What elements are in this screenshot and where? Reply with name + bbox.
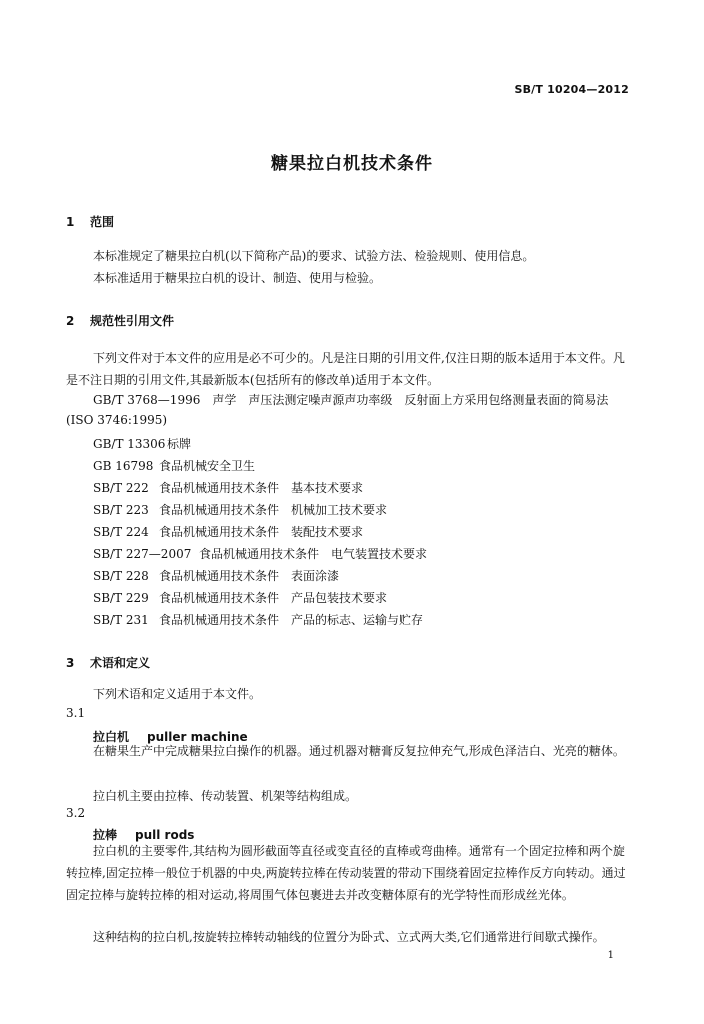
term-note: 拉白机主要由拉棒、传动装置、机架等结构组成。 xyxy=(93,789,358,803)
ref-code: GB 16798 xyxy=(93,459,154,473)
ref-code: (ISO 3746:1995) xyxy=(66,413,168,427)
clause-number: 3.2 xyxy=(66,806,86,820)
ref-title: 声学 声压法测定噪声源声功率级 反射面上方采用包络测量表面的简易法 xyxy=(212,393,609,407)
ref-item xyxy=(93,391,608,408)
ref-item xyxy=(93,545,427,562)
ref-title: 食品机械通用技术条件 产品的标志、运输与贮存 xyxy=(159,613,424,627)
ref-code: GB/T 3768—1996 xyxy=(93,393,201,407)
ref-item xyxy=(93,589,387,606)
ref-code: SB/T 229 xyxy=(93,591,149,605)
standard-number: SB/T 10204—2012 xyxy=(514,83,629,96)
term-note: 这种结构的拉白机,按旋转拉棒转动轴线的位置分为卧式、立式两大类,它们通常进行间歇式操作。 xyxy=(93,930,605,944)
section-number: 2 xyxy=(66,314,75,328)
ref-title: 食品机械通用技术条件 电气装置技术要求 xyxy=(199,547,428,561)
ref-code: GB/T 13306 xyxy=(93,437,166,451)
ref-code: SB/T 231 xyxy=(93,613,149,627)
clause-number: 3.1 xyxy=(66,706,86,720)
section-2-heading xyxy=(66,312,174,329)
terms-intro-paragraph: 下列术语和定义适用于本文件。 xyxy=(93,687,262,701)
term-en: pull rods xyxy=(135,828,195,842)
refs-intro-paragraph: 下列文件对于本文件的应用是必不可少的。凡是注日期的引用文件,仅注日期的版本适用于本文件。凡是不注日期的引用文件,其最新版本(包括所有的修改单)适用于本文件。 xyxy=(66,351,625,387)
document-title: 糖果拉白机技术条件 xyxy=(271,154,433,174)
ref-title: 食品机械通用技术条件 装配技术要求 xyxy=(159,525,364,539)
ref-title: 食品机械通用技术条件 产品包装技术要求 xyxy=(159,591,388,605)
ref-title: 食品机械通用技术条件 基本技术要求 xyxy=(159,481,364,495)
section-1-heading xyxy=(66,213,114,230)
ref-item xyxy=(93,567,339,584)
term-en: puller machine xyxy=(147,730,248,744)
section-title: 术语和定义 xyxy=(90,656,151,670)
term-zh: 拉白机 xyxy=(93,730,130,744)
section-3-heading xyxy=(66,654,150,671)
section-number: 1 xyxy=(66,215,75,229)
page-number: 1 xyxy=(607,950,614,961)
ref-code: SB/T 222 xyxy=(93,481,149,495)
ref-code: SB/T 228 xyxy=(93,569,149,583)
ref-item xyxy=(93,501,387,518)
ref-item xyxy=(66,413,167,427)
section-number: 3 xyxy=(66,656,75,670)
scope-paragraph-2: 本标准适用于糖果拉白机的设计、制造、使用与检验。 xyxy=(93,271,382,285)
ref-item xyxy=(93,523,363,540)
ref-item xyxy=(93,457,255,474)
ref-title: 食品机械通用技术条件 机械加工技术要求 xyxy=(159,503,388,517)
ref-item xyxy=(93,435,191,452)
ref-item xyxy=(93,479,363,496)
section-title: 规范性引用文件 xyxy=(90,314,175,328)
ref-title: 标牌 xyxy=(167,437,192,451)
section-title: 范围 xyxy=(90,215,115,229)
ref-item xyxy=(93,611,423,628)
ref-title: 食品机械安全卫生 xyxy=(159,459,256,473)
ref-code: SB/T 224 xyxy=(93,525,149,539)
ref-title: 食品机械通用技术条件 表面涂漆 xyxy=(159,569,340,583)
term-definition: 拉白机的主要零件,其结构为圆形截面等直径或变直径的直棒或弯曲棒。通常有一个固定拉棒和两个旋转拉棒,固定拉棒一般位于机器的中央,两旋转拉棒在传动装置的带动下围绕着固定拉棒作反方向转动。通过固定拉棒与旋转拉棒的相对运动,将周围气体包裹进去并改变糖体原有的光学特性而形成丝光体。 xyxy=(66,844,626,902)
ref-code: SB/T 223 xyxy=(93,503,149,517)
scope-paragraph-1: 本标准规定了糖果拉白机(以下简称产品)的要求、试验方法、检验规则、使用信息。 xyxy=(93,249,535,263)
ref-code: SB/T 227—2007 xyxy=(93,547,192,561)
term-definition: 在糖果生产中完成糖果拉白操作的机器。通过机器对糖膏反复拉伸充气,形成色泽洁白、光亮的糖体。 xyxy=(93,744,625,758)
term-zh: 拉棒 xyxy=(93,828,118,842)
